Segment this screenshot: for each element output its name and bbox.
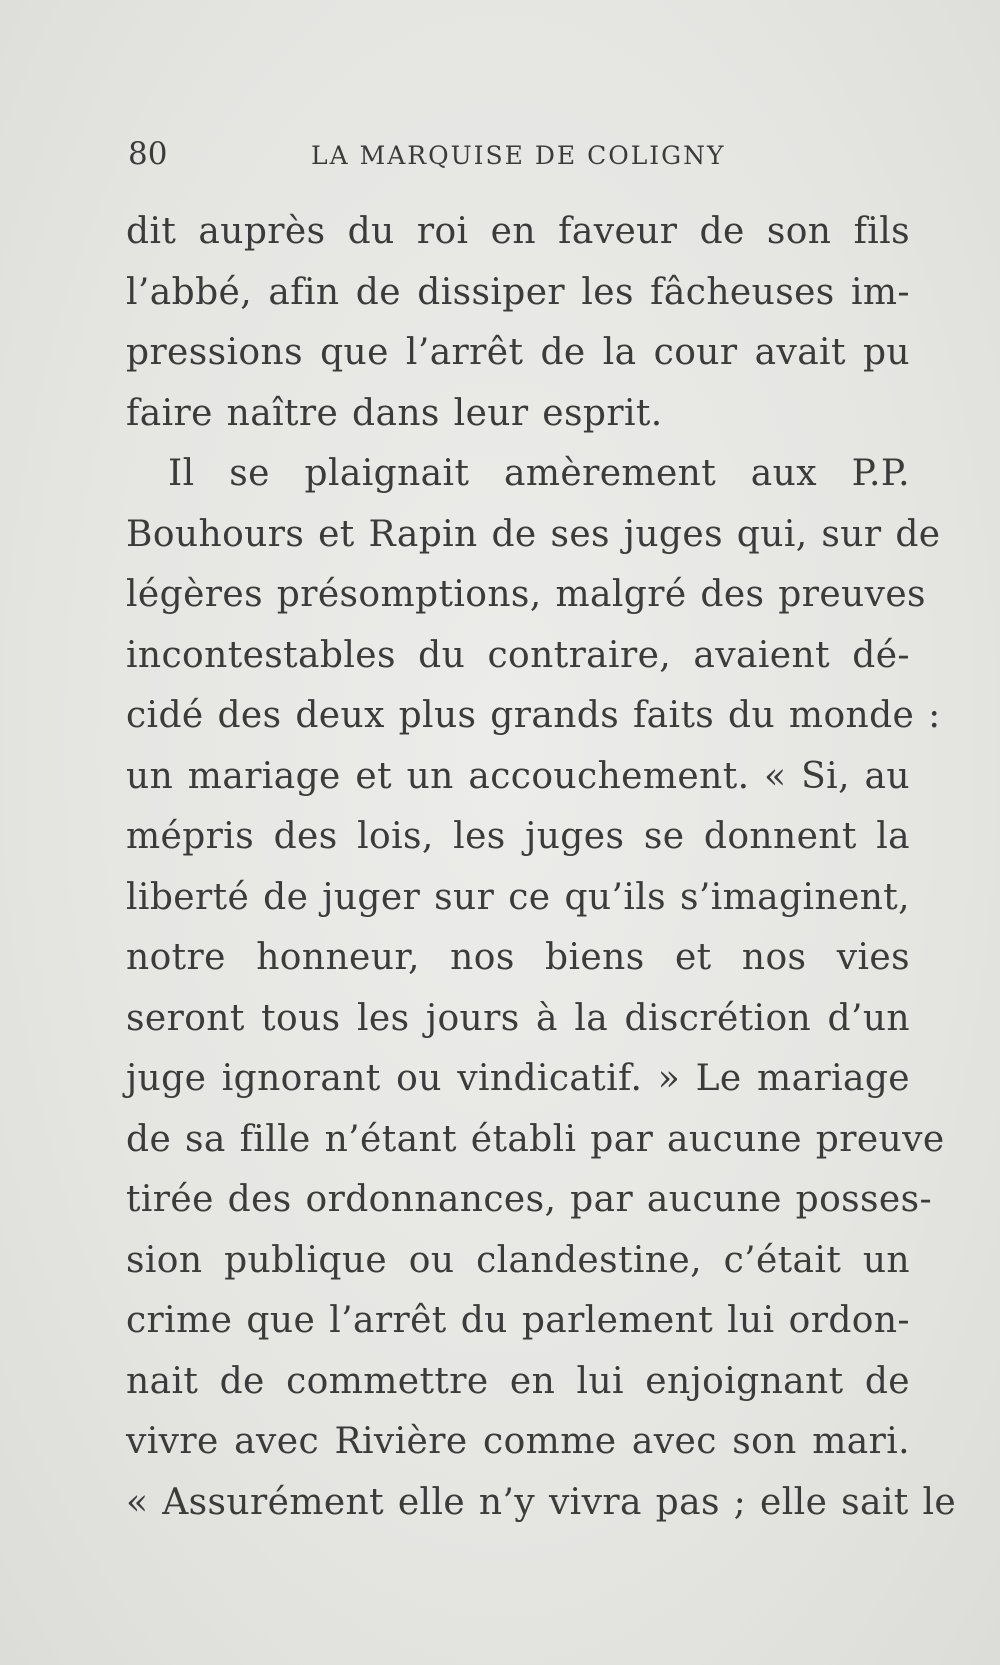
text-line: juge ignorant ou vindicatif. » Le mariage	[126, 1058, 910, 1099]
page-number: 80	[128, 136, 168, 172]
text-line: liberté de juger sur ce qu’ils s’imaginent,	[126, 876, 910, 918]
text-line: Il se plaignait amèrement aux P.P.	[168, 453, 910, 494]
text-line: sion publique ou clandestine, c’était un	[126, 1239, 910, 1281]
text-line: Bouhours et Rapin de ses juges qui, sur de	[126, 513, 941, 555]
text-line: mépris des lois, les juges se donnent la	[126, 816, 910, 857]
page-header	[128, 130, 758, 178]
text-line: de sa fille n’étant établi par aucune preuve	[126, 1118, 945, 1160]
text-line: tirée des ordonnances, par aucune posses-	[126, 1179, 933, 1220]
text-line: notre honneur, nos biens et nos vies	[126, 937, 910, 978]
text-line: seront tous les jours à la discrétion d’un	[126, 997, 910, 1039]
body-text	[126, 202, 957, 1533]
running-head: LA MARQUISE DE COLIGNY	[311, 141, 726, 170]
text-line: « Assurément elle n’y vivra pas ; elle sait le	[126, 1481, 957, 1523]
text-line: dit auprès du roi en faveur de son fils	[126, 211, 910, 252]
text-line: incontestables du contraire, avaient dé-	[126, 634, 910, 676]
text-line: faire naître dans leur esprit.	[126, 392, 663, 434]
text-line: cidé des deux plus grands faits du monde :	[126, 695, 941, 736]
text-line: un mariage et un accouchement. « Si, au	[126, 755, 910, 797]
text-line: pressions que l’arrêt de la cour avait pu	[126, 332, 910, 373]
text-line: crime que l’arrêt du parlement lui ordon-	[126, 1300, 910, 1341]
text-line: vivre avec Rivière comme avec son mari.	[126, 1421, 910, 1462]
text-line: l’abbé, afin de dissiper les fâcheuses im-	[126, 271, 910, 313]
text-line: légères présomptions, malgré des preuves	[126, 574, 926, 615]
text-line: nait de commettre en lui enjoignant de	[126, 1360, 910, 1402]
